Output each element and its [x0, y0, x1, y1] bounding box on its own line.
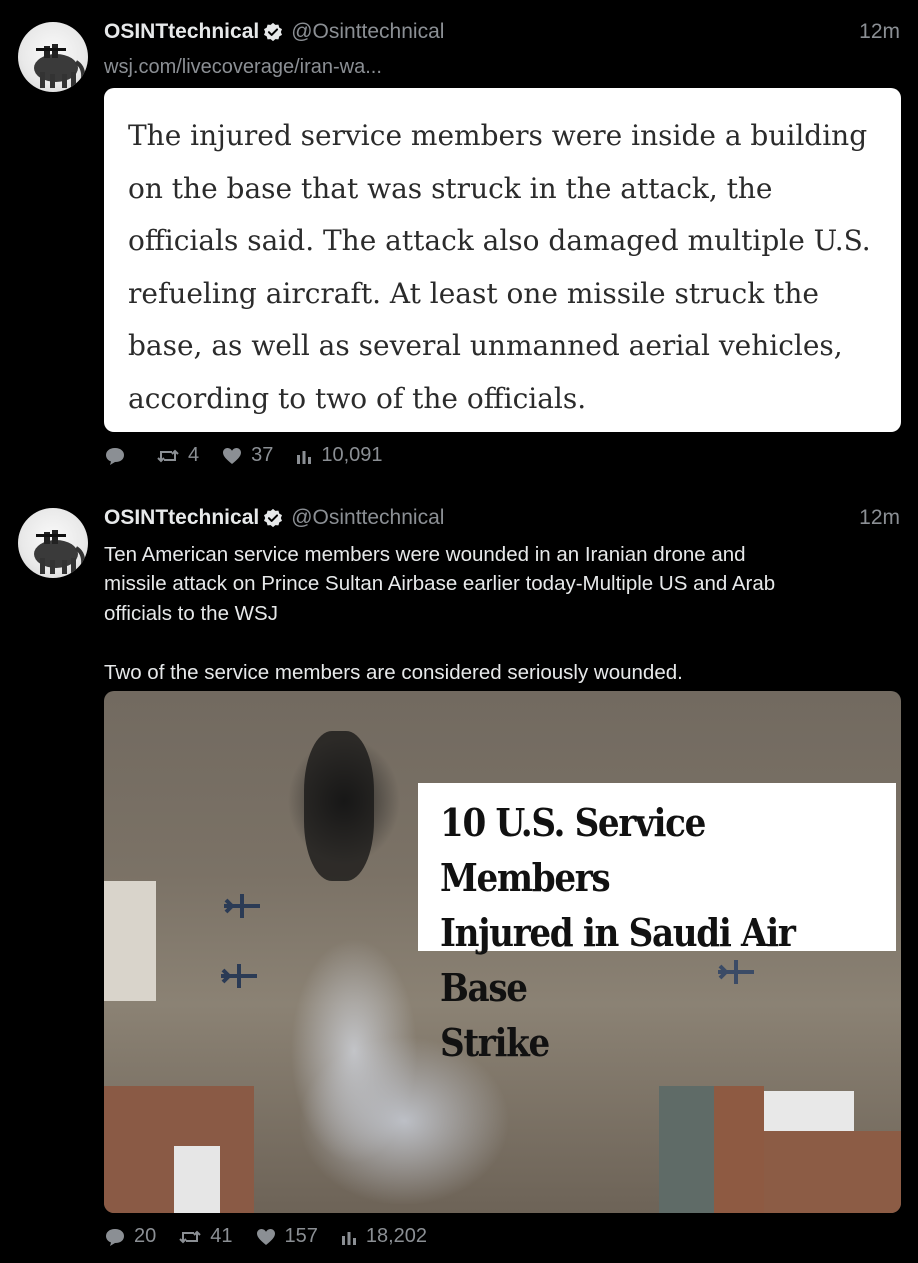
views-count: 18,202 — [365, 1225, 428, 1247]
post-actions — [104, 444, 405, 467]
like-icon — [221, 446, 243, 466]
views-count: 10,091 — [321, 444, 383, 466]
building-roof — [174, 1146, 220, 1213]
post-1[interactable] — [0, 0, 918, 490]
views-icon — [340, 1228, 358, 1246]
post-actions — [104, 1225, 449, 1248]
post-2[interactable] — [0, 490, 918, 1263]
post-header — [104, 19, 900, 45]
post-time[interactable]: 12m — [859, 506, 900, 529]
avatar[interactable] — [18, 22, 88, 92]
building-roof — [764, 1131, 901, 1213]
reply-button[interactable] — [104, 446, 134, 466]
repost-button[interactable] — [178, 1225, 232, 1248]
views-button[interactable] — [340, 1225, 427, 1248]
like-icon — [255, 1227, 277, 1247]
repost-count: 41 — [210, 1225, 233, 1247]
image-headline: 10 U.S. Service Members Injured in Saudi Air Base Strike — [440, 800, 795, 1065]
repost-button[interactable] — [156, 444, 199, 467]
post-text: Ten American service members were wounded in an Iranian drone and missile attack on Prince Sultan Airbase earlier today-Multiple US and Arab officials to the WSJ Two of the service members are considered seriously wounded. — [104, 543, 776, 684]
author-handle[interactable]: @Osinttechnical — [291, 20, 445, 43]
quote-image[interactable] — [104, 88, 901, 432]
repost-count: 4 — [188, 444, 200, 466]
views-button[interactable] — [295, 444, 382, 467]
views-icon — [295, 447, 313, 465]
quote-image-text: The injured service members were inside a building on the base that was struck in the attack, the officials said. The attack also damaged multiple U.S. refueling aircraft. At least one missile struck the base, as well as several unmanned aerial vehicles, according to two of the officials. — [128, 119, 871, 415]
author-handle[interactable]: @Osinttechnical — [291, 506, 445, 529]
building-roof — [659, 1086, 714, 1213]
hangar-roof — [104, 881, 156, 1001]
aircraft-icon — [219, 961, 259, 991]
article-link[interactable]: wsj.com/livecoverage/iran-wa... — [104, 56, 382, 78]
post-image[interactable] — [104, 691, 901, 1213]
reply-button[interactable] — [104, 1225, 156, 1248]
author-name[interactable]: OSINTtechnical — [104, 506, 260, 529]
reply-icon — [104, 1227, 126, 1247]
burn-scar — [304, 731, 374, 881]
author-name[interactable]: OSINTtechnical — [104, 20, 260, 43]
like-button[interactable] — [255, 1225, 318, 1248]
building-roof — [714, 1086, 764, 1213]
like-count: 37 — [251, 444, 274, 466]
post-time[interactable]: 12m — [859, 20, 900, 43]
headline-box — [418, 783, 896, 1065]
repost-icon — [178, 1227, 202, 1247]
avatar[interactable] — [18, 508, 88, 578]
like-button[interactable] — [221, 444, 273, 467]
like-count: 157 — [284, 1225, 318, 1247]
avatar-elephant-rider-image — [18, 508, 88, 578]
reply-count: 20 — [134, 1225, 157, 1247]
verified-badge-icon — [263, 22, 283, 42]
building-roof — [764, 1091, 854, 1131]
post-header — [104, 505, 900, 531]
repost-icon — [156, 446, 180, 466]
avatar-elephant-rider-image — [18, 22, 88, 92]
verified-badge-icon — [263, 508, 283, 528]
aircraft-icon — [222, 891, 262, 921]
reply-icon — [104, 446, 126, 466]
